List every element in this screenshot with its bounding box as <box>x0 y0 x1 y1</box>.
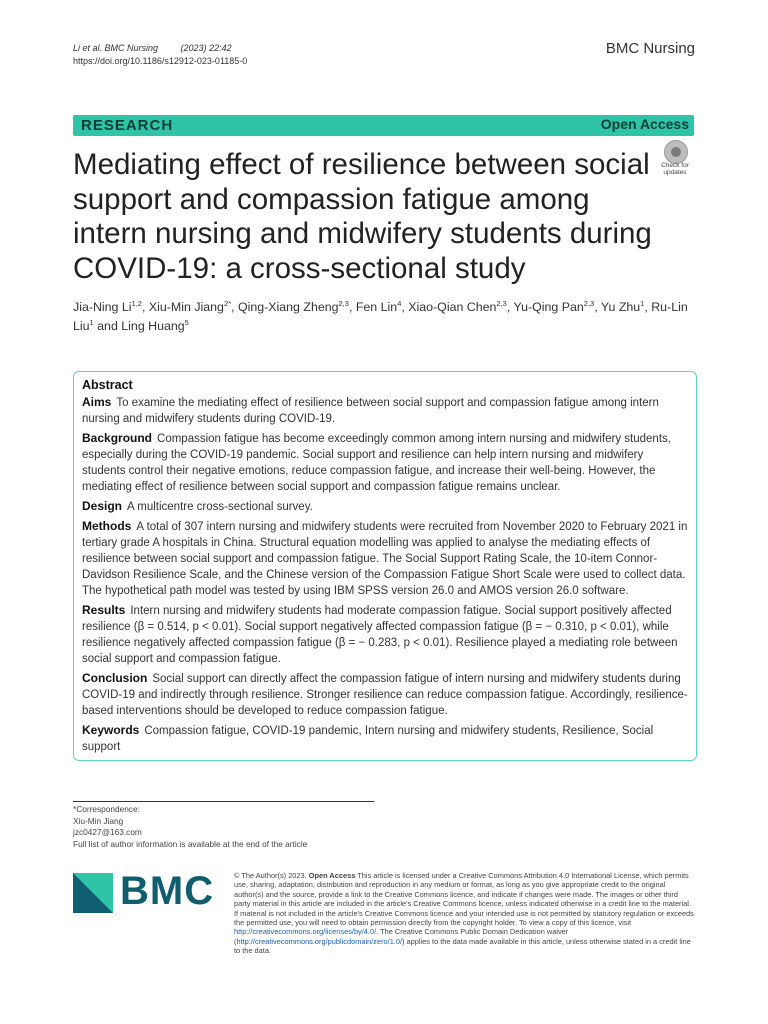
license-body-2: . The Creative Commons Public Domain Dedication waiver ( <box>234 927 569 946</box>
author-affiliation: 1,2 <box>131 298 142 308</box>
check-for-updates-badge[interactable] <box>656 140 694 180</box>
license-body: This article is licensed under a Creative Commons Attribution 4.0 International License, which permits use, sharing, adaptation, distribution and reproduction in any medium or format, as long as you give appropriate credit to the original author(s) and the source, provide a link to the Creative Commons licence, and indicate if changes were made. The images or other third party material in this article are included in the article's Creative Commons licence, unless indicated otherwise in a credit line to the material. If material is not included in the article's Creative Commons licence and your intended use is not permitted by statutory regulation or exceeds the permitted use, you will need to obtain permission directly from the copyright holder. To view a copy of this licence, visit <box>234 871 694 928</box>
section-label: Methods <box>82 519 132 533</box>
section-label: Aims <box>82 395 112 409</box>
abstract-section-conclusion <box>82 670 688 719</box>
section-text: Compassion fatigue, COVID-19 pandemic, Intern nursing and midwifery students, Resilience, Social support <box>82 725 654 753</box>
article-title: Mediating effect of resilience between social support and compassion fatigue among intern nursing and midwifery students during COVID-19: a cross-sectional study <box>73 148 652 285</box>
author-name[interactable]: Ru-Lin Liu <box>73 300 688 333</box>
author-affiliation: 5 <box>184 317 189 327</box>
copyright: © The Author(s) 2023. <box>234 871 307 880</box>
correspondence-email[interactable]: jzc0427@163.com <box>73 827 142 837</box>
citation: Li et al. BMC Nursing <box>73 43 159 53</box>
cc-zero-link[interactable]: http://creativecommons.org/publicdomain/zero/1.0/ <box>236 936 403 946</box>
section-label: Background <box>82 431 153 445</box>
abstract-box <box>73 371 697 761</box>
article-type: RESEARCH <box>81 117 174 134</box>
license-open-access: Open Access <box>308 871 356 880</box>
correspondence-name: Xiu-Min Jiang <box>73 815 124 826</box>
bmc-logo-text: BMC <box>120 869 215 913</box>
doi-link[interactable]: https://doi.org/10.1186/s12912-023-01185-0 <box>73 56 248 66</box>
open-access-label: Open Access <box>600 116 689 132</box>
author-list <box>73 298 695 336</box>
cc-by-link[interactable]: http://creativecommons.org/licenses/by/4.0/ <box>234 927 377 937</box>
section-text: Social support can directly affect the compassion fatigue of intern nursing and midwifery students during COVID-19 and indirectly through resilience. Stronger resilience can reduce compassion fatigue. Accordingly, resilience-based interventions should be developed to reduce compassion fatigue. <box>82 673 688 717</box>
bmc-logo-triangle <box>73 873 113 913</box>
author-separator: , <box>348 300 356 314</box>
author-name[interactable]: Qing-Xiang Zheng <box>237 300 339 314</box>
section-text: To examine the mediating effect of resilience between social support and compassion fatigue among intern nursing and midwifery students during COVID-19. <box>82 397 659 425</box>
author-name[interactable]: Fen Lin <box>355 300 398 314</box>
author-affiliation: 2,3 <box>583 298 595 308</box>
author-info-note: Full list of author information is available at the end of the article <box>73 838 308 849</box>
article-type-banner <box>73 115 694 136</box>
correspondence-label: *Correspondence: <box>73 804 140 814</box>
author-separator: , <box>401 300 409 314</box>
author-affiliation: 4 <box>397 298 402 308</box>
license-text <box>234 871 696 956</box>
author-separator: , <box>141 300 149 314</box>
abstract-section-design <box>82 498 688 515</box>
author-affiliation: 1 <box>640 298 645 308</box>
abstract-sections <box>82 394 688 755</box>
footnote-rule <box>73 801 374 802</box>
correspondence <box>73 804 307 850</box>
author-name[interactable]: Yu-Qing Pan <box>513 300 584 314</box>
abstract-section-aims <box>82 394 688 427</box>
section-text: A total of 307 intern nursing and midwifery students were recruited from November 2020 to February 2021 in tertiary grade A hospitals in China. Structural equation modelling was applied to analyse the mediating effects of resilience between social support and compassion fatigue. The Social Support Rating Scale, the 10-item Connor-Davidson Resilience Scale, and the Chinese version of the Compassion Fatigue Short Scale were used to collect data. The hypothetical path model was tested by using IBM SPSS version 26.0 and AMOS version 26.0 software. <box>82 521 688 597</box>
abstract-section-keywords <box>82 722 688 755</box>
check-label-2: updates <box>663 169 687 176</box>
section-label: Results <box>82 603 126 617</box>
author-affiliation: 2,3 <box>496 298 507 308</box>
author-affiliation: 2,3 <box>338 298 349 308</box>
check-updates-icon <box>664 140 688 164</box>
year-volume: (2023) 22:42 <box>180 43 232 53</box>
abstract-section-results <box>82 602 688 667</box>
journal-name: BMC Nursing <box>605 40 695 57</box>
author-name[interactable]: Xiao-Qian Chen <box>408 300 497 314</box>
check-label-1: Check for <box>661 162 689 169</box>
author-name[interactable]: Yu Zhu <box>600 300 641 314</box>
section-label: Keywords <box>82 723 140 737</box>
author-name[interactable]: Ling Huang <box>121 319 185 333</box>
section-label: Conclusion <box>82 671 148 685</box>
section-text: A multicentre cross-sectional survey. <box>127 501 313 513</box>
author-separator: , <box>231 300 238 314</box>
section-text: Compassion fatigue has become exceedingly common among intern nursing and midwifery students, especially during the COVID-19 pandemic. Social support and resilience can help intern nursing and midwifery students control their negative emotions, reduce compassion fatigue, and increase their well-being. However, the mediating effect of resilience between social support and compassion fatigue remains unclear. <box>82 433 671 493</box>
author-name[interactable]: Xiu-Min Jiang <box>148 300 224 314</box>
author-separator: , <box>594 300 601 314</box>
license-body-3: ) applies to the data made available in this article, unless otherwise stated in a credit line to the data. <box>234 936 691 956</box>
abstract-section-background <box>82 430 688 495</box>
abstract-section-methods <box>82 518 688 599</box>
abstract-heading: Abstract <box>82 378 133 392</box>
bmc-logo <box>73 869 223 917</box>
author-separator: and <box>93 319 122 333</box>
author-separator: , <box>644 300 652 314</box>
section-text: Intern nursing and midwifery students had moderate compassion fatigue. Social support positively affected resilience (β = 0.514, p < 0.01). Social support negatively affected compassion fatigue (β = − 0.310, p < 0.01), while resilience negatively affected compassion fatigue (β = − 0.283, p < 0.01). Resilience played a mediating role between social support and compassion fatigue. <box>82 605 678 665</box>
article-header <box>73 42 247 68</box>
author-name[interactable]: Jia-Ning Li <box>73 300 132 314</box>
author-separator: , <box>506 300 514 314</box>
author-affiliation: 1 <box>89 317 94 327</box>
author-affiliation: 2* <box>223 298 232 308</box>
section-label: Design <box>82 499 123 513</box>
